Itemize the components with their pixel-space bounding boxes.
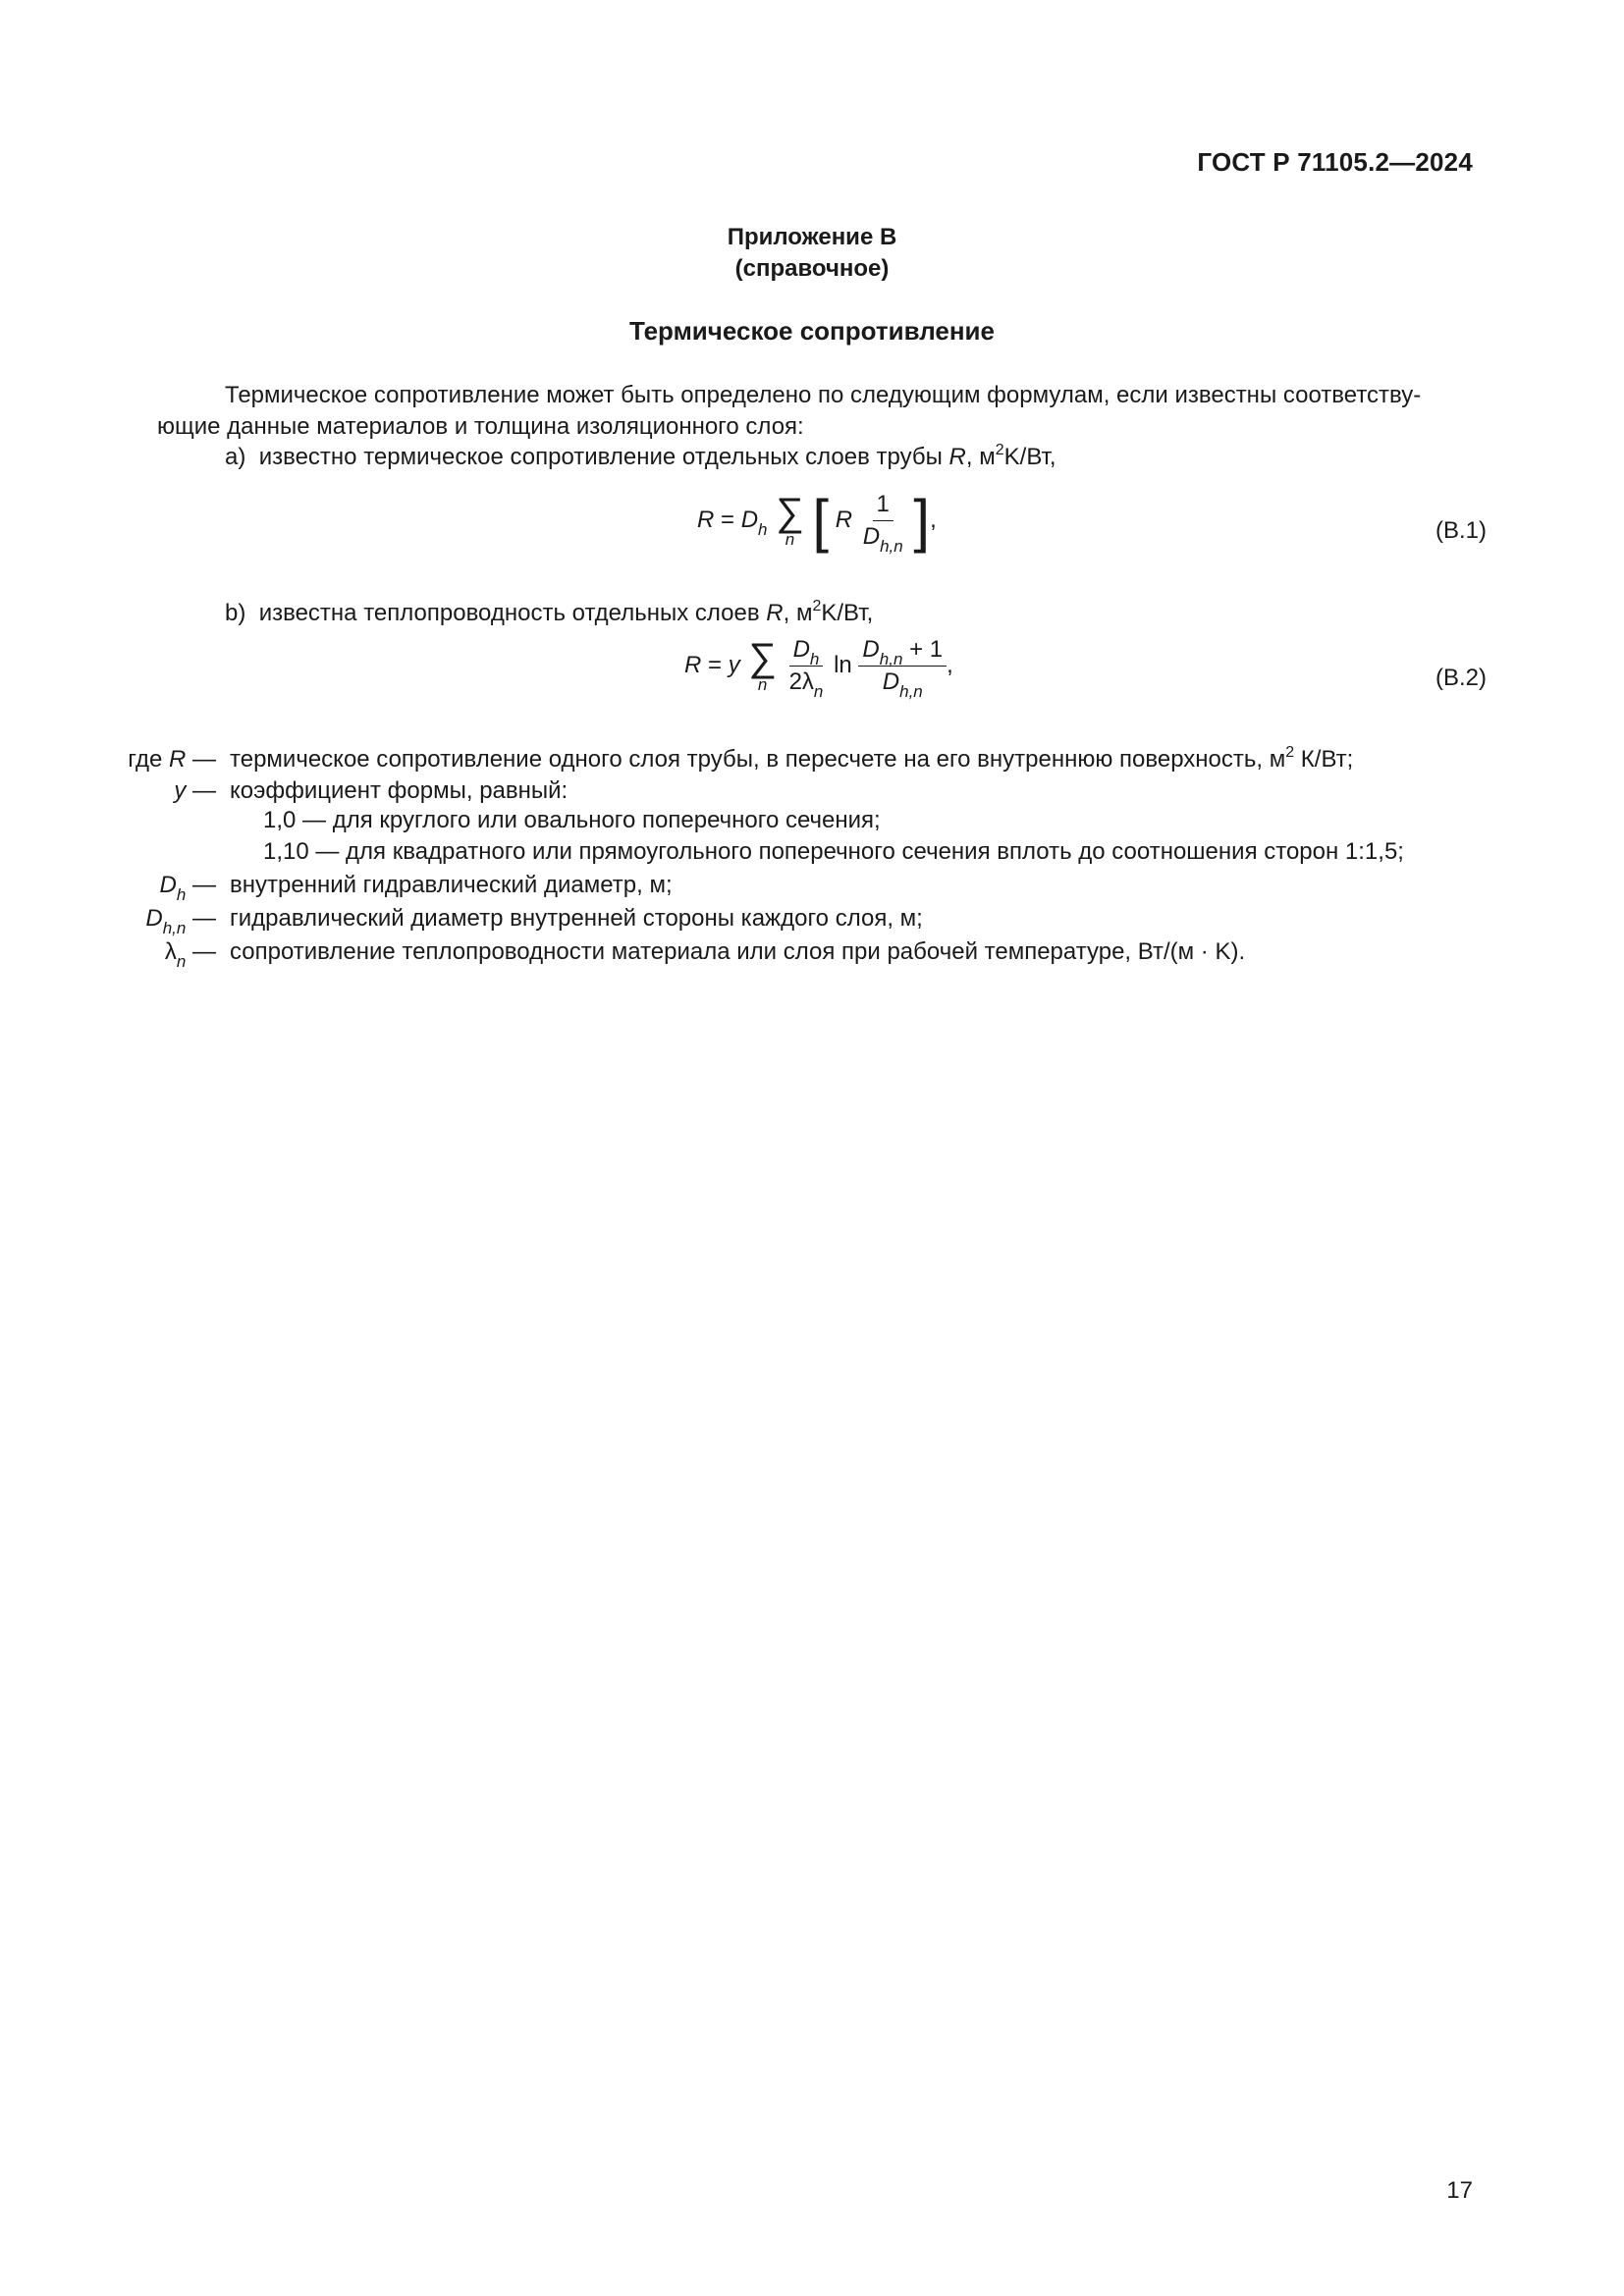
item-a-marker: a) xyxy=(225,444,246,470)
legend-dash: — xyxy=(192,938,216,965)
legend-y-option-1: 1,0 — для круглого или овального поперечного сечения; xyxy=(263,807,881,833)
legend-definition: гидравлический диаметр внутренней стороны каждого слоя, м; xyxy=(230,905,923,932)
num-d: D xyxy=(792,636,810,663)
item-b-marker: b) xyxy=(225,600,246,626)
formula-b1-comma: , xyxy=(930,506,937,533)
legend-row-dh xyxy=(0,870,1624,904)
legend-symbol xyxy=(128,744,216,775)
formula-b1-number: (В.1) xyxy=(1435,517,1487,544)
num-sub: h,n xyxy=(879,650,903,668)
def-text: термическое сопротивление одного слоя трубы, в пересчете на его внутреннюю поверхность, м xyxy=(230,746,1286,773)
legend-symbol xyxy=(164,936,216,971)
legend-symbol xyxy=(145,903,216,937)
legend-symbol xyxy=(159,870,216,904)
item-b-unit: , м xyxy=(783,600,813,626)
den-sub: h,n xyxy=(880,537,903,556)
symbol-sub: h xyxy=(176,885,187,904)
sum-index: n xyxy=(785,529,795,549)
symbol-r: R xyxy=(168,746,187,773)
fraction-numerator xyxy=(858,636,947,667)
symbol-d: D xyxy=(145,905,163,932)
symbol-lambda: λ xyxy=(164,938,177,965)
formula-b1 xyxy=(697,487,937,555)
item-a-unit-sup: 2 xyxy=(995,442,1004,458)
def-unit: К/Вт; xyxy=(1294,746,1354,773)
item-a-unit-post: K/Вт, xyxy=(1003,444,1056,470)
formula-b1-eq: = xyxy=(721,506,735,533)
legend-definition: внутренний гидравлический диаметр, м; xyxy=(230,872,673,898)
section-title: Термическое сопротивление xyxy=(628,316,995,346)
legend-definition: коэффициент формы, равный: xyxy=(230,777,568,804)
formula-b1-d: D xyxy=(740,506,759,533)
formula-b1-right-bracket: ] xyxy=(913,488,931,554)
legend-definition: сопротивление теплопроводности материала или слоя при рабочей температуре, Вт/(м · K). xyxy=(230,938,1246,965)
intro-paragraph: Термическое сопротивление может быть определено по следующим формулам, если известны соответству-ющие данные материалов и толщина изоляционного слоя: xyxy=(157,382,1422,440)
list-item-b xyxy=(225,600,873,627)
den-d: D xyxy=(862,523,881,550)
legend-dash: — xyxy=(192,746,216,773)
fraction-numerator xyxy=(789,636,824,667)
symbol-sub: n xyxy=(176,952,187,971)
num-d: D xyxy=(862,636,880,663)
symbol-d: D xyxy=(159,872,177,898)
item-a-text: известно термическое сопротивление отдельных слоев трубы xyxy=(258,444,943,470)
sum-index: n xyxy=(757,674,768,694)
formula-b2-number: (В.2) xyxy=(1435,665,1487,691)
fraction-denominator xyxy=(879,667,927,701)
page-number: 17 xyxy=(1446,2177,1473,2204)
formula-b1-d-sub: h xyxy=(758,519,768,539)
legend-dash: — xyxy=(192,905,216,932)
legend-symbol xyxy=(174,775,216,807)
fraction-denominator xyxy=(859,521,907,556)
den-sub: n xyxy=(813,682,824,701)
legend-dash: — xyxy=(192,872,216,898)
formula-b1-sum xyxy=(776,490,804,549)
formula-b2-sum xyxy=(748,635,777,694)
legend-row-r xyxy=(0,744,1624,775)
formula-b2-fraction-2 xyxy=(858,636,947,701)
formula-b1-lhs: R xyxy=(697,506,715,533)
sum-sign: ∑ xyxy=(748,635,777,679)
legend-row-y xyxy=(0,775,1624,807)
den-lambda: 2λ xyxy=(788,668,814,695)
formula-b2-ln: ln xyxy=(834,651,852,678)
item-b-unit-sup: 2 xyxy=(812,598,822,614)
document-code: ГОСТ Р 71105.2—2024 xyxy=(1197,147,1473,177)
formula-b2-y: y xyxy=(728,651,740,678)
symbol-y: y xyxy=(174,777,187,804)
legend-where: где xyxy=(128,746,163,773)
formula-b1-left-bracket: [ xyxy=(812,488,830,554)
item-b-text: известна теплопроводность отдельных слоев xyxy=(258,600,760,626)
formula-b2-lhs: R xyxy=(684,651,702,678)
den-sub: h,n xyxy=(899,682,923,701)
formula-b2-comma: , xyxy=(947,651,953,678)
legend-y-option-2: 1,10 — для квадратного или прямоугольного поперечного сечения вплоть до соотношения сторон 1:1,5; xyxy=(263,838,1404,865)
legend-definition xyxy=(230,744,1353,775)
formula-b2-eq: = xyxy=(708,651,723,678)
annex-status: (справочное) xyxy=(734,255,890,282)
list-item-a xyxy=(225,444,1056,471)
den-d: D xyxy=(882,668,900,695)
formula-b2 xyxy=(684,635,953,701)
fraction-numerator: 1 xyxy=(873,491,893,521)
legend-dash: — xyxy=(192,777,216,804)
item-a-unit: , м xyxy=(965,444,996,470)
num-sub: h xyxy=(809,650,820,668)
sum-sign: ∑ xyxy=(776,490,804,534)
item-b-unit-post: K/Вт, xyxy=(821,600,874,626)
annex-title: Приложение В xyxy=(727,224,897,250)
def-sup: 2 xyxy=(1285,744,1295,761)
symbol-sub: h,n xyxy=(162,919,187,937)
formula-b1-fraction xyxy=(859,491,907,556)
item-a-var: R xyxy=(948,444,966,470)
legend-row-lambda xyxy=(0,936,1624,971)
formula-b1-r: R xyxy=(835,506,853,533)
legend-row-dhn xyxy=(0,903,1624,937)
num-plus-one: + 1 xyxy=(902,636,944,663)
item-b-var: R xyxy=(766,600,784,626)
fraction-denominator xyxy=(785,667,828,701)
formula-b2-fraction-1 xyxy=(785,636,828,701)
